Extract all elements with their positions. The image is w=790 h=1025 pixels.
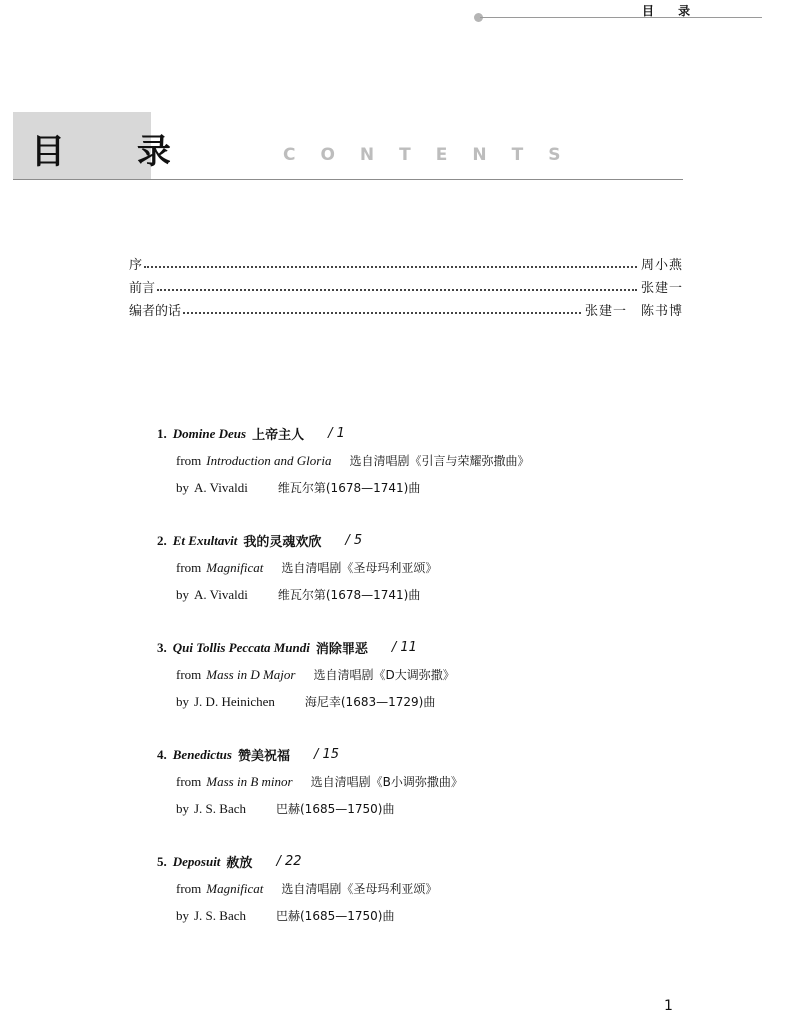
entry-title-line xyxy=(157,420,717,447)
header-rule xyxy=(480,17,762,18)
toc-title: 编者的话 xyxy=(129,304,182,319)
toc-entry-4[interactable] xyxy=(157,741,717,848)
toc-author: 周小燕 xyxy=(640,258,683,273)
by-word: by xyxy=(176,479,189,495)
from-word: from xyxy=(176,773,202,789)
by-word: by xyxy=(176,693,189,709)
entry-page: / 11 xyxy=(391,640,417,655)
toc-entries xyxy=(157,420,717,955)
entry-number: 3. xyxy=(157,639,167,655)
entry-number: 2. xyxy=(157,532,167,548)
entry-title-line xyxy=(157,634,717,661)
toc-entry-2[interactable] xyxy=(157,527,717,634)
entry-source: Mass in B minor xyxy=(206,773,293,789)
entry-title: Et Exultavit xyxy=(172,532,238,548)
page-title: 目 录 xyxy=(31,132,201,172)
entry-composer-line xyxy=(157,474,717,501)
entry-cn-composer: 维瓦尔第(1678—1741)曲 xyxy=(277,588,421,602)
entry-composer: A. Vivaldi xyxy=(194,479,248,495)
running-title: 目 录 xyxy=(642,4,701,18)
entry-cn-source: 选自清唱剧《圣母玛利亚颂》 xyxy=(281,561,438,575)
entry-title: Benedictus xyxy=(172,746,232,762)
entry-cn-composer: 海尼幸(1683—1729)曲 xyxy=(304,695,436,709)
entry-page: / 22 xyxy=(276,854,302,869)
entry-composer: J. D. Heinichen xyxy=(194,693,275,709)
toc-row-foreword[interactable] xyxy=(129,273,683,296)
entry-cn-source: 选自清唱剧《B小调弥撒曲》 xyxy=(310,775,463,789)
entry-composer: J. S. Bach xyxy=(194,800,246,816)
entry-page: / 15 xyxy=(314,747,340,762)
entry-title-line xyxy=(157,527,717,554)
entry-cn-composer: 维瓦尔第(1678—1741)曲 xyxy=(277,481,421,495)
entry-number: 1. xyxy=(157,425,167,441)
entry-page: / 5 xyxy=(345,533,363,548)
front-matter-list xyxy=(129,250,683,319)
toc-row-editors-note[interactable] xyxy=(129,296,683,319)
toc-entry-3[interactable] xyxy=(157,634,717,741)
page-number: 1 xyxy=(664,998,673,1014)
entry-composer: A. Vivaldi xyxy=(194,586,248,602)
entry-composer-line xyxy=(157,581,717,608)
entry-cn-composer: 巴赫(1685—1750)曲 xyxy=(276,909,395,923)
toc-entry-5[interactable] xyxy=(157,848,717,955)
entry-source: Introduction and Gloria xyxy=(206,452,332,468)
entry-page: / 1 xyxy=(328,426,345,441)
toc-author: 张建一 xyxy=(640,281,683,296)
entry-number: 5. xyxy=(157,853,167,869)
entry-title: Deposuit xyxy=(172,853,221,869)
dot-leader xyxy=(157,289,637,291)
by-word: by xyxy=(176,800,189,816)
toc-row-preface[interactable] xyxy=(129,250,683,273)
dot-leader xyxy=(144,266,637,268)
entry-composer-line xyxy=(157,688,717,715)
entry-title: Domine Deus xyxy=(172,425,247,441)
entry-composer: J. S. Bach xyxy=(194,907,246,923)
entry-title-line xyxy=(157,741,717,768)
entry-title: Qui Tollis Peccata Mundi xyxy=(172,639,310,655)
entry-source: Mass in D Major xyxy=(206,666,296,682)
toc-title: 前言 xyxy=(129,281,156,296)
entry-cn-title: 上帝主人 xyxy=(252,428,305,443)
by-word: by xyxy=(176,907,189,923)
entry-composer-line xyxy=(157,902,717,929)
running-header xyxy=(474,0,790,30)
entry-title-line xyxy=(157,848,717,875)
entry-cn-source: 选自清唱剧《引言与荣耀弥撒曲》 xyxy=(349,454,530,468)
entry-composer-line xyxy=(157,795,717,822)
entry-source: Magnificat xyxy=(206,559,264,575)
entry-source: Magnificat xyxy=(206,880,264,896)
toc-title: 序 xyxy=(129,258,143,273)
toc-author: 张建一 陈书博 xyxy=(584,304,683,319)
from-word: from xyxy=(176,880,202,896)
entry-cn-title: 我的灵魂欢欣 xyxy=(243,535,322,550)
entry-cn-title: 消除罪恶 xyxy=(315,642,368,657)
entry-cn-composer: 巴赫(1685—1750)曲 xyxy=(276,802,395,816)
title-block xyxy=(13,112,201,179)
toc-entry-1[interactable] xyxy=(157,420,717,527)
from-word: from xyxy=(176,559,202,575)
from-word: from xyxy=(176,452,202,468)
dot-leader xyxy=(183,312,581,314)
entry-cn-source: 选自清唱剧《圣母玛利亚颂》 xyxy=(281,882,438,896)
entry-source-line xyxy=(157,554,717,581)
entry-source-line xyxy=(157,875,717,902)
entry-source-line xyxy=(157,768,717,795)
entry-cn-title: 赞美祝福 xyxy=(237,749,290,764)
entry-number: 4. xyxy=(157,746,167,762)
title-rule xyxy=(13,179,683,180)
entry-source-line xyxy=(157,661,717,688)
from-word: from xyxy=(176,666,202,682)
entry-source-line xyxy=(157,447,717,474)
entry-cn-title: 赦放 xyxy=(226,856,253,871)
entry-cn-source: 选自清唱剧《D大调弥撒》 xyxy=(313,668,455,682)
by-word: by xyxy=(176,586,189,602)
contents-heading: CONTENTS xyxy=(283,145,586,165)
